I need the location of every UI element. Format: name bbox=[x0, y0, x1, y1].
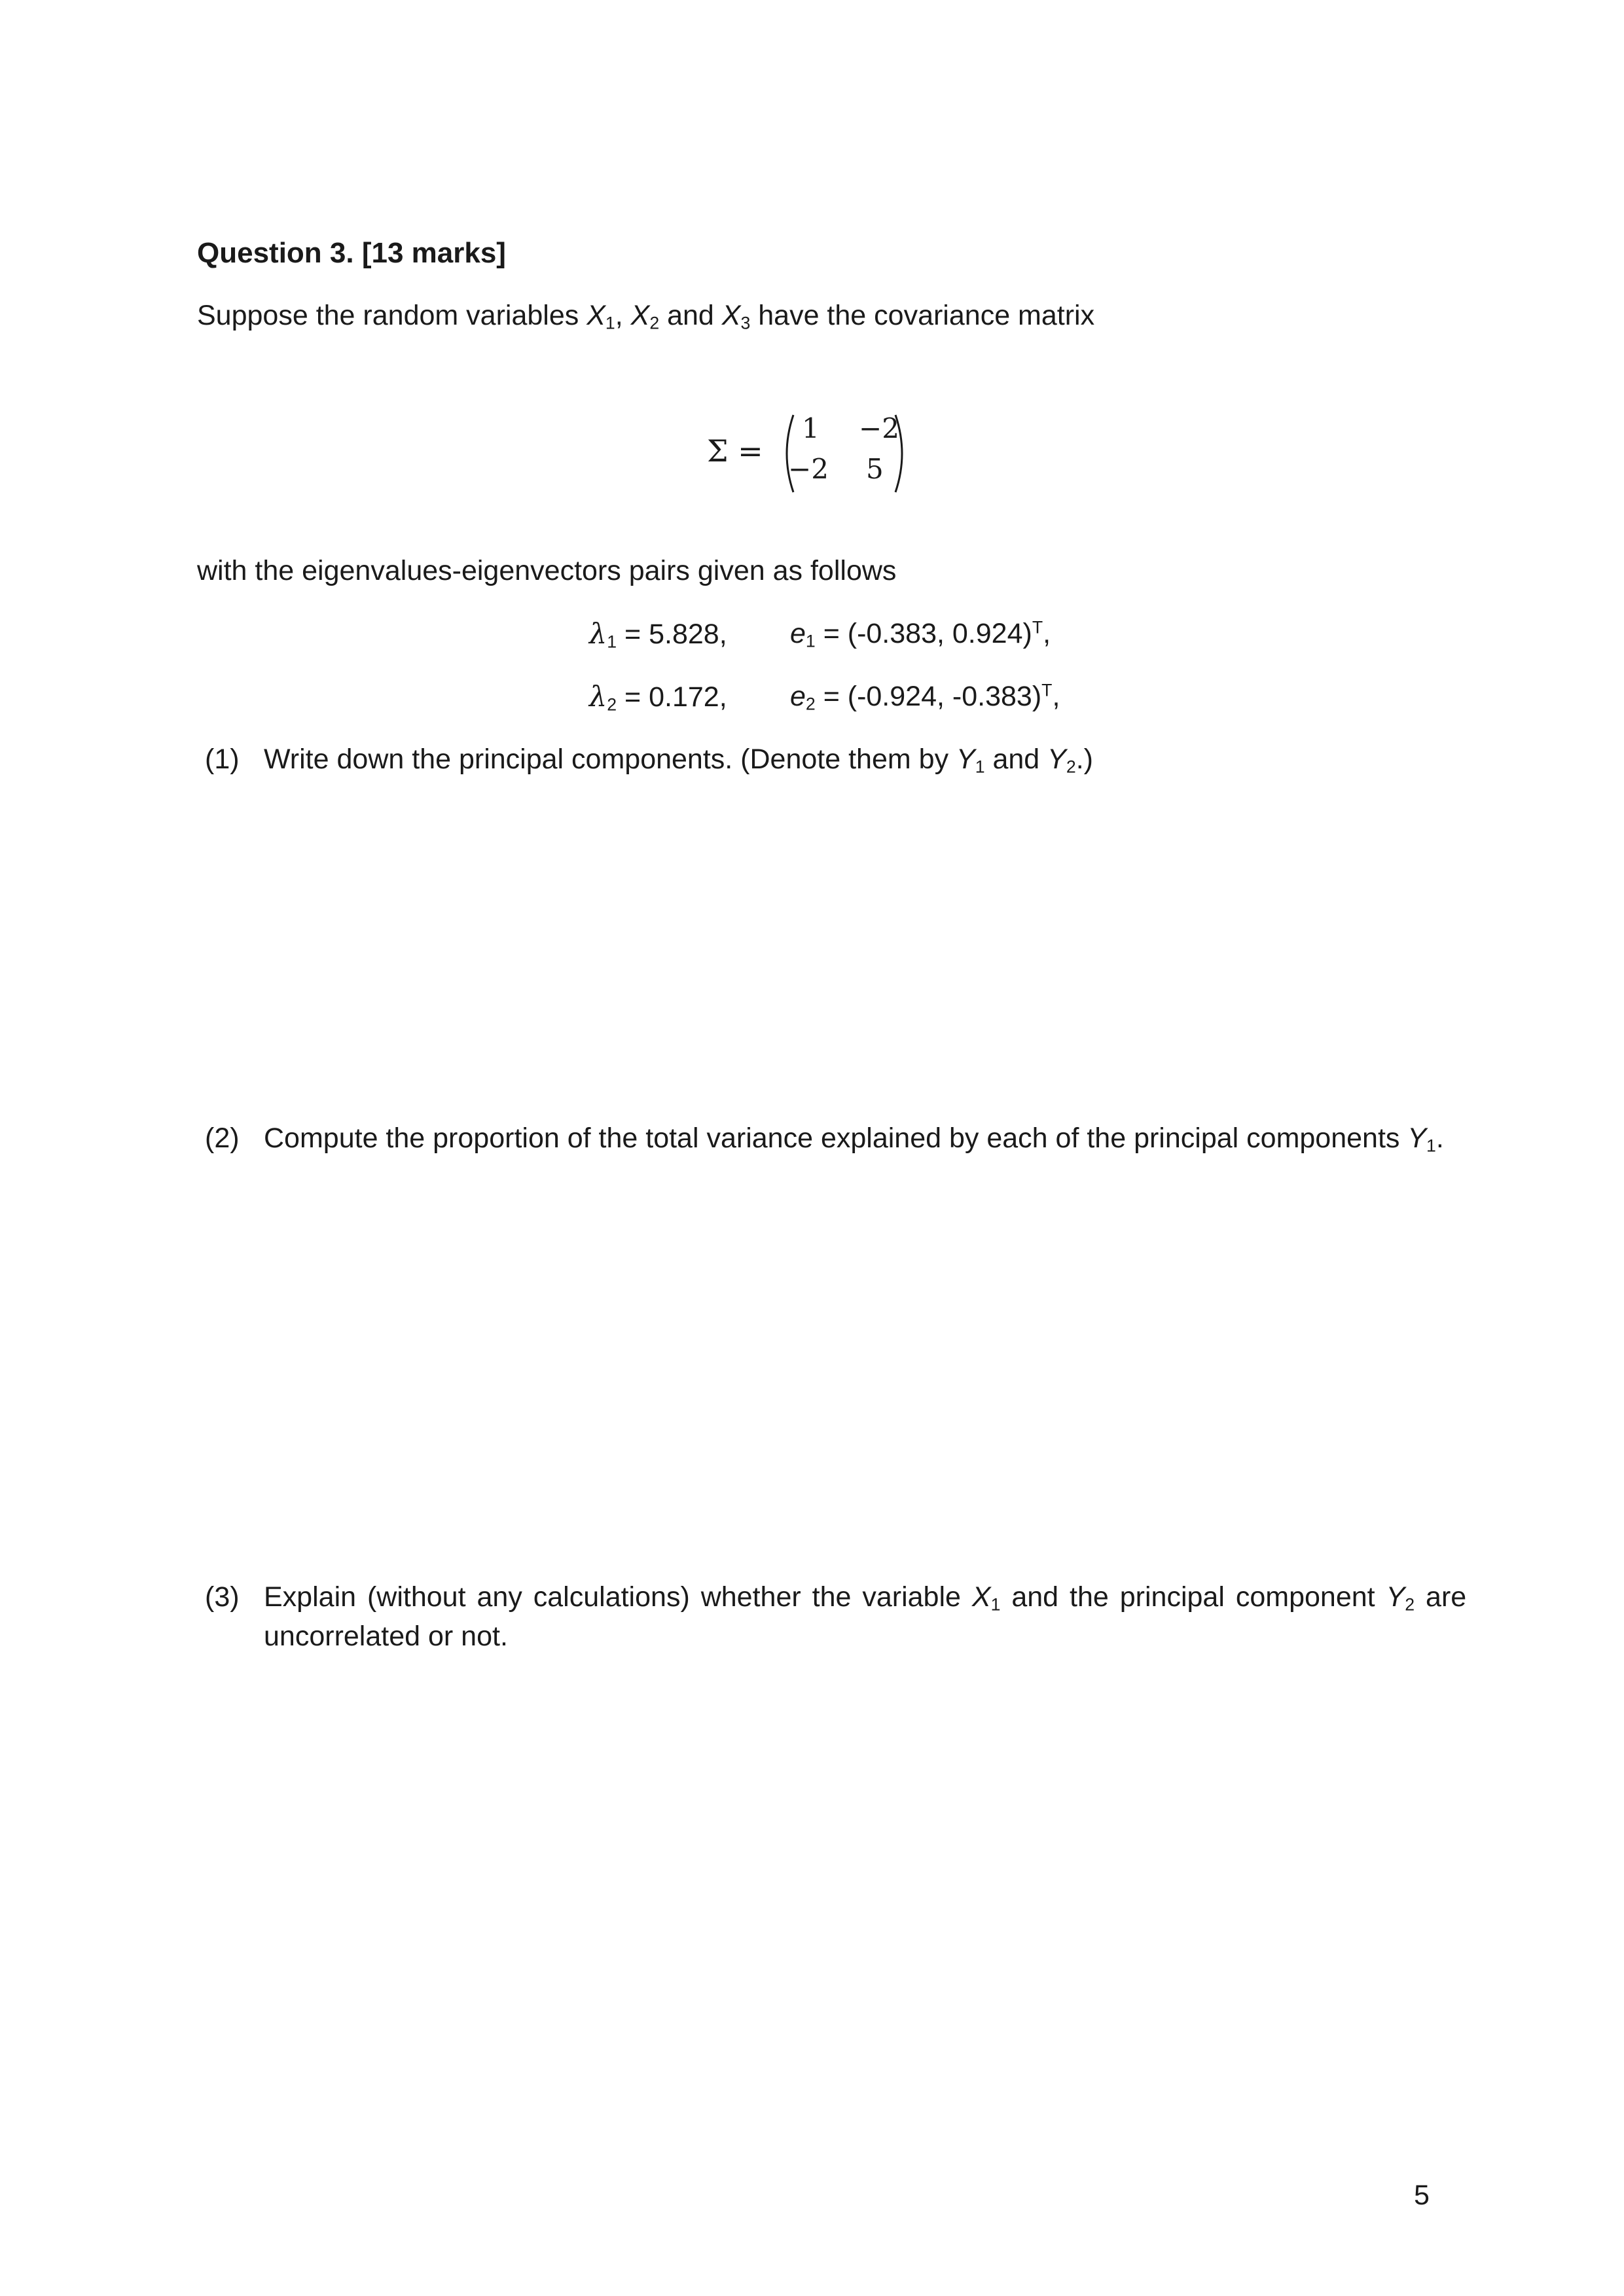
matrix-a12: −2 bbox=[859, 412, 899, 444]
eigenvalue-1: $\lambda_1 = 5.828$, bbox=[589, 618, 727, 652]
matrix-a11: 1 bbox=[802, 412, 820, 444]
intro-text: Suppose the random variables $X_1$, $X_2$ and $X_3$ have the covariance matrix bbox=[197, 300, 1095, 333]
page-number: 5 bbox=[1414, 2179, 1430, 2211]
covariance-matrix bbox=[707, 411, 943, 496]
question-title: Question 3. [13 marks] bbox=[197, 237, 506, 269]
part-number: (3) bbox=[205, 1581, 240, 1613]
sigma-symbol: Σ = bbox=[707, 433, 763, 469]
part-number: (1) bbox=[205, 744, 240, 775]
matrix-a22: 5 bbox=[866, 453, 884, 485]
matrix-a21: −2 bbox=[788, 453, 829, 485]
eigenvalue-2: $\lambda_2 = 0.172$, bbox=[589, 681, 727, 715]
pairs-intro: with the eigenvalues-eigenvectors pairs given as follows bbox=[197, 555, 897, 586]
part-text: Compute the proportion of the total variance explained by each of the principal components $Y_1$. bbox=[264, 1122, 1444, 1156]
part-text: Write down the principal components. (Denote them by $Y_1$ and $Y_2$.) bbox=[264, 744, 1093, 777]
part-text-line2: uncorrelated or not. bbox=[264, 1621, 508, 1652]
eigenvector-1: $e_1 = (-0.383$, 0.924)$^T$, bbox=[790, 617, 1051, 651]
matrix-right-paren bbox=[892, 411, 911, 496]
eigenvector-2: $e_2 = (-0.924$, -0.383)$^T$, bbox=[790, 680, 1060, 714]
part-number: (2) bbox=[205, 1122, 240, 1154]
part-text: Explain (without any calculations) whether the variable $X_1$ and the principal component $Y_2$ are bbox=[264, 1581, 1467, 1615]
